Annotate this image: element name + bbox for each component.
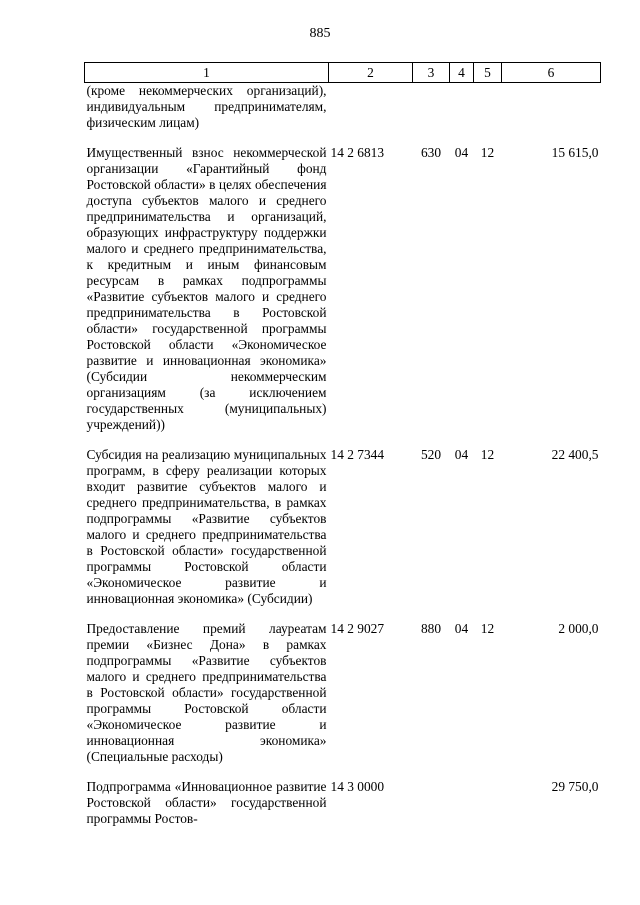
row-description: Подпрограмма «Инновационное развитие Ростовской области» государственной программы Ростов- <box>86 779 327 826</box>
header-col-4: 4 <box>450 63 474 83</box>
row-col3: 520 <box>420 447 442 462</box>
row-description: Субсидия на реализацию муниципальных программ, в сферу реализации которых входит развитие субъектов малого и среднего предпринимательства, в рамках подпрограммы «Развитие субъектов малого и среднего предпринимательства в Ростовской области» государственной программы Ростовской области «Экономическое развитие и инновационная экономика» (Субсидии) <box>86 447 327 606</box>
row-code: 14 3 0000 <box>330 779 385 794</box>
row-col3: 630 <box>420 145 442 160</box>
row-col4: 04 <box>454 621 469 636</box>
header-col-6: 6 <box>502 63 601 83</box>
header-col-3: 3 <box>413 63 450 83</box>
row-col3: 880 <box>420 621 442 636</box>
row-col5: 12 <box>480 621 495 636</box>
row-amount: 22 400,5 <box>551 447 599 462</box>
continuation-text: (кроме некоммерческих организаций), индивидуальным предпринимателям, физическим лицам) <box>86 83 327 130</box>
header-col-2: 2 <box>329 63 413 83</box>
row-col5 <box>474 779 502 827</box>
header-col-1: 1 <box>85 63 329 83</box>
table-row <box>85 145 601 433</box>
page-number: 885 <box>309 26 331 41</box>
continuation-row <box>85 83 601 132</box>
row-code: 14 2 6813 <box>330 145 385 160</box>
row-amount: 2 000,0 <box>558 621 599 636</box>
table-row <box>85 779 601 827</box>
row-col4: 04 <box>454 447 469 462</box>
table-row <box>85 621 601 765</box>
budget-table <box>84 62 601 827</box>
header-row <box>85 63 601 83</box>
table-row <box>85 447 601 607</box>
header-col-5: 5 <box>474 63 502 83</box>
row-description: Предоставление премий лауреатам премии «Бизнес Дона» в рамках подпрограммы «Развитие субъектов малого и среднего предпринимательства в Ростовской области» государственной программы Ростовской области «Экономическое развитие и инновационная экономика» (Специальные расходы) <box>86 621 327 764</box>
row-code: 14 2 7344 <box>330 447 385 462</box>
row-amount: 29 750,0 <box>551 779 599 794</box>
row-description: Имущественный взнос некоммерческой организации «Гарантийный фонд Ростовской области» в целях обеспечения доступа субъектов малого и среднего предпринимательства и организаций, образующих инфраструктуру поддержки малого и среднего предпринимательства, к кредитным и иным финансовым ресурсам в рамках подпрограммы «Развитие субъектов малого и среднего предпринимательства в Ростовской области» государственной программы Ростовской области «Экономическое развитие и инновационная экономика» (Субсидии некоммерческим организациям (за исключением государственных (муниципальных) учреждений)) <box>86 145 327 432</box>
row-col3 <box>413 779 450 827</box>
row-amount: 15 615,0 <box>551 145 599 160</box>
row-col5: 12 <box>480 447 495 462</box>
row-col4: 04 <box>454 145 469 160</box>
row-col5: 12 <box>480 145 495 160</box>
row-code: 14 2 9027 <box>330 621 385 636</box>
row-col4 <box>450 779 474 827</box>
